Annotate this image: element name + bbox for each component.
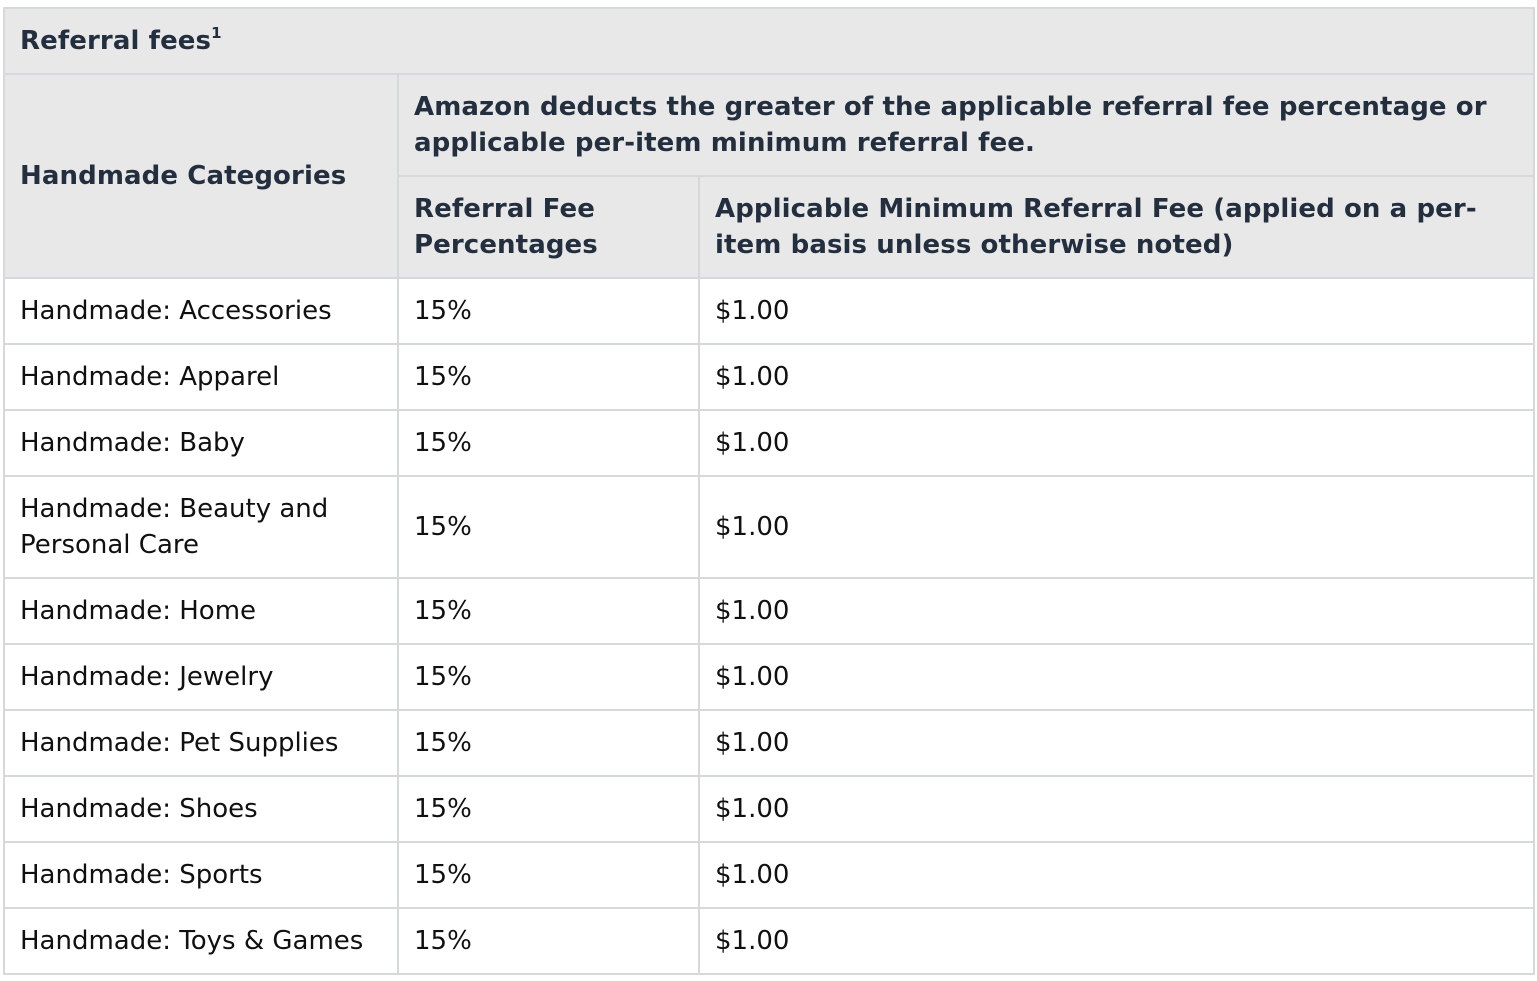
percentage-cell: 15% [398, 410, 699, 476]
header-row [4, 74, 1534, 176]
category-cell: Handmade: Accessories [4, 278, 398, 344]
category-cell: Handmade: Beauty and Personal Care [4, 476, 398, 578]
category-cell: Handmade: Toys & Games [4, 908, 398, 974]
category-cell: Handmade: Pet Supplies [4, 710, 398, 776]
minimum-fee-cell: $1.00 [699, 410, 1534, 476]
percentage-cell: 15% [398, 776, 699, 842]
minimum-fee-cell: $1.00 [699, 776, 1534, 842]
table-row [4, 278, 1534, 344]
table-row [4, 644, 1534, 710]
percentage-cell: 15% [398, 908, 699, 974]
category-cell: Handmade: Home [4, 578, 398, 644]
category-cell: Handmade: Apparel [4, 344, 398, 410]
table-row [4, 344, 1534, 410]
table-row [4, 410, 1534, 476]
table-row [4, 776, 1534, 842]
table-title-text: Referral fees [20, 26, 212, 56]
category-cell: Handmade: Jewelry [4, 644, 398, 710]
percentage-cell: 15% [398, 710, 699, 776]
minimum-fee-cell: $1.00 [699, 644, 1534, 710]
table-row [4, 842, 1534, 908]
table-row [4, 908, 1534, 974]
referral-fees-table [3, 7, 1535, 975]
percentage-cell: 15% [398, 644, 699, 710]
percentage-cell: 15% [398, 842, 699, 908]
percentage-cell: 15% [398, 578, 699, 644]
category-column-header: Handmade Categories [4, 74, 398, 278]
minimum-fee-cell: $1.00 [699, 842, 1534, 908]
table-row [4, 476, 1534, 578]
category-cell: Handmade: Shoes [4, 776, 398, 842]
minimum-fee-column-header: Applicable Minimum Referral Fee (applied on a per-item basis unless otherwise noted) [699, 176, 1534, 278]
category-cell: Handmade: Baby [4, 410, 398, 476]
minimum-fee-cell: $1.00 [699, 710, 1534, 776]
minimum-fee-cell: $1.00 [699, 578, 1534, 644]
percentage-cell: 15% [398, 344, 699, 410]
minimum-fee-cell: $1.00 [699, 344, 1534, 410]
fee-description-header: Amazon deducts the greater of the applicable referral fee percentage or applicable per-item minimum referral fee. [398, 74, 1534, 176]
category-cell: Handmade: Sports [4, 842, 398, 908]
title-footnote-marker: 1 [211, 24, 222, 43]
percentage-cell: 15% [398, 278, 699, 344]
table-row [4, 578, 1534, 644]
percentage-column-header: Referral Fee Percentages [398, 176, 699, 278]
minimum-fee-cell: $1.00 [699, 278, 1534, 344]
table-title [4, 8, 1534, 74]
table-row [4, 710, 1534, 776]
minimum-fee-cell: $1.00 [699, 908, 1534, 974]
table-title-row [4, 8, 1534, 74]
percentage-cell: 15% [398, 476, 699, 578]
minimum-fee-cell: $1.00 [699, 476, 1534, 578]
